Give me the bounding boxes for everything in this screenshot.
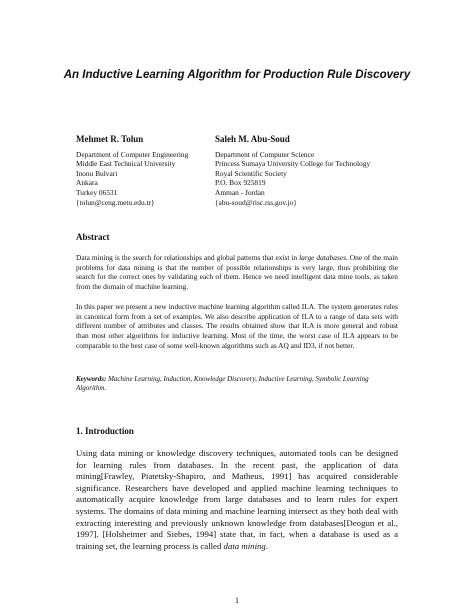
page-number: 1 <box>235 596 239 605</box>
author-block-2 <box>215 135 370 207</box>
author-affiliation-line: Ankara <box>76 178 98 188</box>
keywords-text: Machine Learning, Induction, Knowledge Discovery, Inductive Learning, Symbolic Learning Algorithm. <box>76 375 369 393</box>
author-block-1 <box>76 135 188 207</box>
abstract-paragraph-2: In this paper we present a new inductive machine learning algorithm called ILA. The system generates rules in canonical form from a set of examples. We also describe application of ILA to a range of data sets with different number of attributes and classes. The results obtained show that ILA is more general and robust than most other algorithms for inductive learning. Most of the time, the worst case of ILA appears to be comparable to the best case of some well-known algorithms such as AQ and ID3, if not better. <box>76 302 398 350</box>
author-affiliation-line: Inonu Bulvari <box>76 168 118 178</box>
author-name: Saleh M. Abu-Soud <box>215 134 290 144</box>
paper-title: An Inductive Learning Algorithm for Production Rule Discovery <box>63 69 411 81</box>
author-affiliation-line: Princess Sumaya University College for Technology <box>215 159 371 169</box>
keywords-label: Keywords: <box>76 375 107 383</box>
introduction-heading: 1. Introduction <box>76 426 134 436</box>
keywords <box>76 375 398 393</box>
author-name: Mehmet R. Tolun <box>76 134 144 144</box>
intro-text-end: . <box>265 540 269 551</box>
abstract-p1-start: Data mining is the search for relationships and global patterns that exist in <box>76 253 300 262</box>
abstract-p1-emphasis: large databases <box>299 253 346 262</box>
abstract-paragraph-1 <box>76 253 398 292</box>
author-affiliation-line: Department of Computer Engineering <box>76 149 189 159</box>
author-affiliation-line: Department of Computer Science <box>215 149 315 159</box>
abstract-p1-end: . One of the main problems for data mining is that the number of possible relationships is very large, thus prohibiting the search for the correct ones by validating each of them. Hence we need intelligent data mine tools, as taken from the domain of machine learning. <box>76 253 399 292</box>
introduction-paragraph <box>76 448 398 552</box>
author-affiliation-line: Royal Scientific Society <box>215 168 287 178</box>
intro-emphasis: data mining <box>223 540 266 551</box>
author-email: {abu-soud@risc.rss.gov.jo} <box>215 197 297 207</box>
author-affiliation-line: Middle East Technical University <box>76 159 176 169</box>
author-affiliation-line: Turkey 06531 <box>76 187 118 197</box>
abstract-heading: Abstract <box>76 232 110 242</box>
intro-text-start: Using data mining or knowledge discovery techniques, automated tools can be designed for learning rules from databases. In the recent past, the application of data mining[Frawley, Piatetsky-Shapiro, and Matheus, 1991] has acquired considerable significance. Researchers have developed and applied machine learning techniques to automatically acquire knowledge from large databases and to learn rules for expert systems. The domains of data mining and machine learning intersect as they both deal with extracting interesting and previously unknown knowledge from databases[Deogun et al., 1997]. [Holsheimer and Siebes, 1994] state that, in fact, when a database is used as a training set, the learning process is called <box>76 448 398 551</box>
author-affiliation-line: P.O. Box 925819 <box>215 178 266 188</box>
author-affiliation-line: Amman - Jordan <box>215 187 265 197</box>
author-email: {tolun@ceng.metu.edu.tr} <box>76 197 155 207</box>
